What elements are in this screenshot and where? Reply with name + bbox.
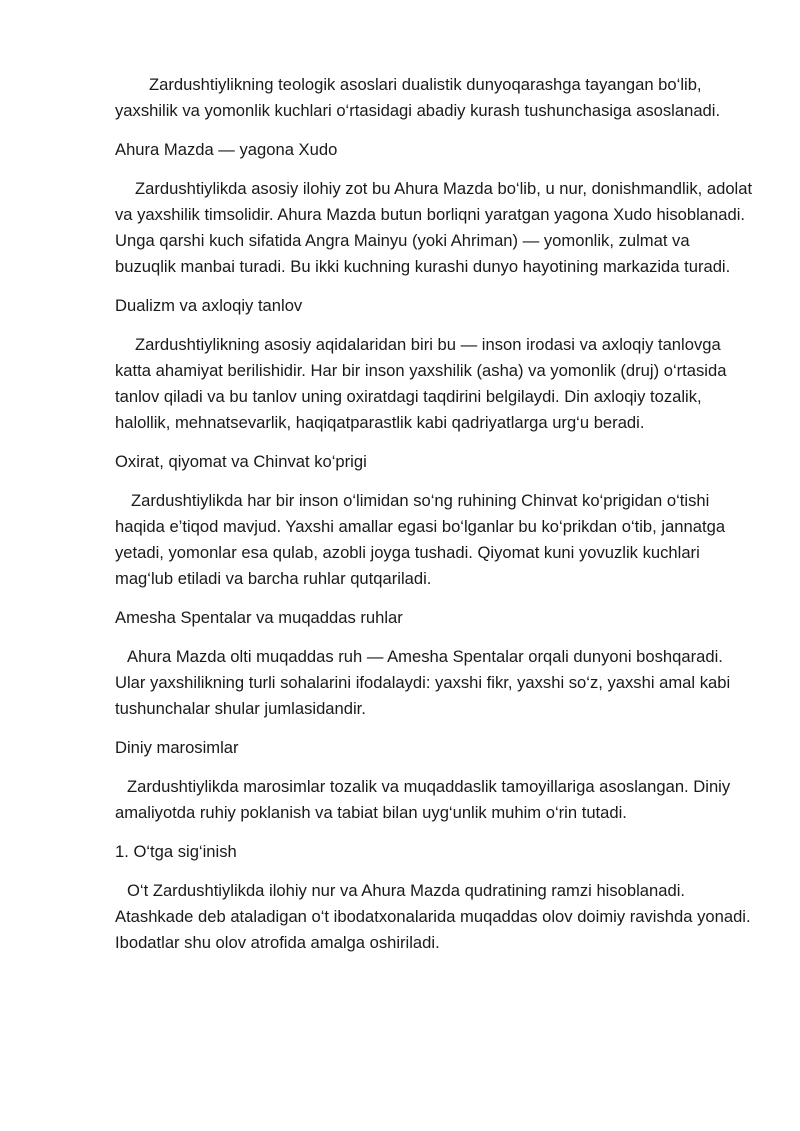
section-heading-rituals: Diniy marosimlar — [115, 738, 239, 757]
section-paragraph-amesha-spentas: Ahura Mazda olti muqaddas ruh — Amesha Spentalar orqali dunyoni boshqaradi. Ular yaxshilikning turli sohalarini ifodalaydi: yaxshi fikr, yaxshi so‘z, yaxshi amal kabi tushunchalar shular jumlasidandir. — [115, 647, 731, 718]
section-heading-fire-worship: 1. O‘tga sig‘inish — [115, 842, 237, 861]
intro-paragraph: Zardushtiylikning teologik asoslari dualistik dunyoqarashga tayangan bo‘lib, yaxshilik va yomonlik kuchlari o‘rtasidagi abadiy kurash tushunchasiga asoslanadi. — [115, 75, 721, 120]
section-heading-dualism: Dualizm va axloqiy tanlov — [115, 296, 303, 315]
section-paragraph-rituals: Zardushtiylikda marosimlar tozalik va muqaddaslik tamoyillariga asoslangan. Diniy amaliyotda ruhiy poklanish va tabiat bilan uyg‘unlik muhim o‘rin tutadi. — [115, 777, 731, 822]
section-heading-ahura-mazda: Ahura Mazda — yagona Xudo — [115, 140, 338, 159]
section-paragraph-ahura-mazda: Zardushtiylikda asosiy ilohiy zot bu Ahura Mazda bo‘lib, u nur, donishmandlik, adolat va yaxshilik timsolidir. Ahura Mazda butun borliqni yaratgan yagona Xudo hisoblanadi. Unga qarshi kuch sifatida Angra Mainyu (yoki Ahriman) — yomonlik, zulmat va buzuqlik manbai turadi. Bu ikki kuchning kurashi dunyo hayotining markazida turadi. — [115, 179, 753, 276]
section-paragraph-fire-worship: O‘t Zardushtiylikda ilohiy nur va Ahura Mazda qudratining ramzi hisoblanadi. Atashkade deb ataladigan o‘t ibodatxonalarida muqaddas olov doimiy ravishda yonadi. Ibodatlar shu olov atrofida amalga oshiriladi. — [115, 881, 751, 952]
section-heading-afterlife: Oxirat, qiyomat va Chinvat ko‘prigi — [115, 452, 367, 471]
section-paragraph-afterlife: Zardushtiylikda har bir inson o‘limidan so‘ng ruhining Chinvat ko‘prigidan o‘tishi haqida e’tiqod mavjud. Yaxshi amallar egasi bo‘lganlar bu ko‘prikdan o‘tib, jannatga yetadi, yomonlar esa qulab, azobli joyga tushadi. Qiyomat kuni yovuzlik kuchlari mag‘lub etiladi va barcha ruhlar qutqariladi. — [115, 491, 726, 588]
section-paragraph-dualism: Zardushtiylikning asosiy aqidalaridan biri bu — inson irodasi va axloqiy tanlovga katta ahamiyat berilishidir. Har bir inson yaxshilik (asha) va yomonlik (druj) o‘rtasida tanlov qiladi va bu tanlov uning oxiratdagi taqdirini belgilaydi. Din axloqiy tozalik, halollik, mehnatsevarlik, haqiqatparastlik kabi qadriyatlarga urg‘u beradi. — [115, 335, 727, 432]
section-heading-amesha-spentas: Amesha Spentalar va muqaddas ruhlar — [115, 608, 403, 627]
document-page — [115, 72, 755, 956]
